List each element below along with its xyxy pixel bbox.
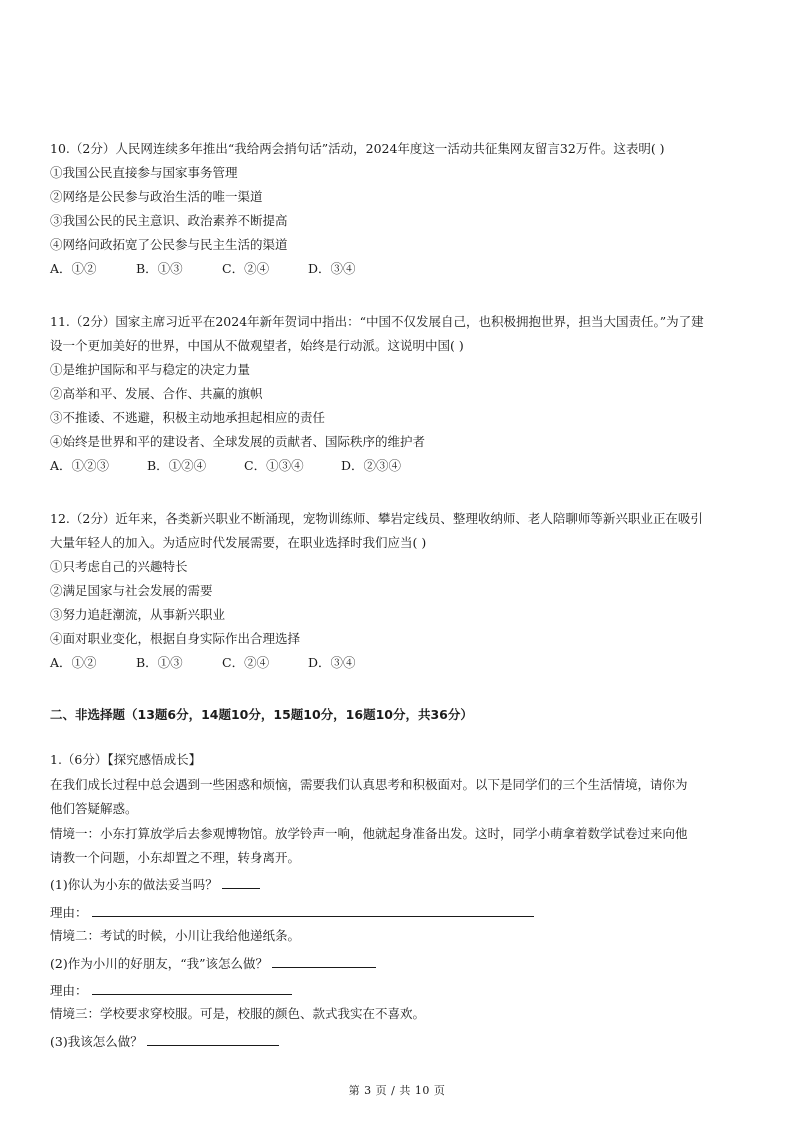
q1-scene-1-line-1: 情境一：小东打算放学后去参观博物馆。放学铃声一响，他就起身准备出发。这时，同学小萌拿着数学试卷过来向他 [50,826,688,841]
q12-item-1: ①只考虑自己的兴趣特长 [50,559,188,574]
q12-option-d: D．③④ [308,655,356,670]
q11-option-d: D．②③④ [341,458,402,473]
page-footer: 第 3 页 / 共 10 页 [348,1084,446,1097]
q1-sub-question-1 [50,876,260,893]
q11-options [50,458,438,474]
section-2-title: 二、非选择题（13题6分，14题10分，15题10分，16题10分，共36分） [50,707,473,722]
answer-blank-reason-2[interactable] [92,982,292,995]
q10-item-1: ①我国公民直接参与国家事务管理 [50,165,238,180]
q1-sub-question-2-text: (2)作为小川的好朋友，“我”该怎么做？ [50,956,268,971]
q1-sub-question-3-text: (3)我该怎么做？ [50,1034,143,1049]
q1-intro-line-2: 他们答疑解惑。 [50,801,138,816]
q10-option-c: C．②④ [222,261,270,276]
q11-item-4: ④始终是世界和平的建设者、全球发展的贡献者、国际秩序的维护者 [50,434,426,449]
q11-item-1: ①是维护国际和平与稳定的决定力量 [50,362,251,377]
q1-reason-1 [50,904,534,921]
q10-option-b: B．①③ [136,261,183,276]
q1-scene-3: 情境三：学校要求穿校服。可是，校服的颜色、款式我实在不喜欢。 [50,1006,426,1021]
q1-scene-1-line-2: 请教一个问题，小东却置之不理，转身离开。 [50,850,301,865]
q11-stem-line-1: 11.（2分）国家主席习近平在2024年新年贺词中指出：“中国不仅发展自己，也积极拥抱世界，担当大国责任。”为了建 [50,314,704,329]
q12-options [50,655,394,671]
q12-option-a: A．①② [50,655,97,670]
q1-reason-2 [50,982,292,999]
answer-blank-1[interactable] [222,876,260,889]
q10-stem: 10.（2分）人民网连续多年推出“我给两会捎句话”活动，2024年度这一活动共征集网友留言32万件。这表明( ) [50,141,665,156]
q12-item-2: ②满足国家与社会发展的需要 [50,583,213,598]
q1-sub-question-3 [50,1033,279,1050]
q12-option-c: C．②④ [222,655,270,670]
q12-item-3: ③努力追赶潮流，从事新兴职业 [50,607,226,622]
q1-sub-question-2 [50,955,376,972]
q11-item-2: ②高举和平、发展、合作、共赢的旗帜 [50,386,263,401]
q11-option-a: A．①②③ [50,458,110,473]
answer-blank-3[interactable] [147,1033,279,1046]
q11-option-c: C．①③④ [244,458,304,473]
q1-scene-2: 情境二：考试的时候，小川让我给他递纸条。 [50,928,301,943]
q12-stem-line-1: 12.（2分）近年来，各类新兴职业不断涌现，宠物训练师、攀岩定线员、整理收纳师、老人陪聊师等新兴职业正在吸引 [50,511,703,526]
answer-blank-reason-1[interactable] [92,904,534,917]
q12-stem-line-2: 大量年轻人的加入。为适应时代发展需要，在职业选择时我们应当( ) [50,535,427,550]
q10-item-4: ④网络问政拓宽了公民参与民主生活的渠道 [50,237,288,252]
q11-item-3: ③不推诿、不逃避，积极主动地承担起相应的责任 [50,410,326,425]
q1-reason-2-label: 理由： [50,983,88,998]
q1-reason-1-label: 理由： [50,905,88,920]
q11-stem-line-2: 设一个更加美好的世界，中国从不做观望者，始终是行动派。这说明中国( ) [50,338,464,353]
q10-item-2: ②网络是公民参与政治生活的唯一渠道 [50,189,263,204]
q12-option-b: B．①③ [136,655,183,670]
q1-sub-question-1-text: (1)你认为小东的做法妥当吗？ [50,877,218,892]
q11-option-b: B．①②④ [147,458,207,473]
q10-option-d: D．③④ [308,261,356,276]
q10-option-a: A．①② [50,261,97,276]
q1-header: 1.（6分）【探究感悟成长】 [50,752,202,767]
q1-intro-line-1: 在我们成长过程中总会遇到一些困惑和烦恼，需要我们认真思考和积极面对。以下是同学们的三个生活情境，请你为 [50,777,688,792]
q10-options [50,261,394,277]
answer-blank-2[interactable] [272,955,376,968]
q12-item-4: ④面对职业变化，根据自身实际作出合理选择 [50,631,301,646]
q10-item-3: ③我国公民的民主意识、政治素养不断提高 [50,213,288,228]
